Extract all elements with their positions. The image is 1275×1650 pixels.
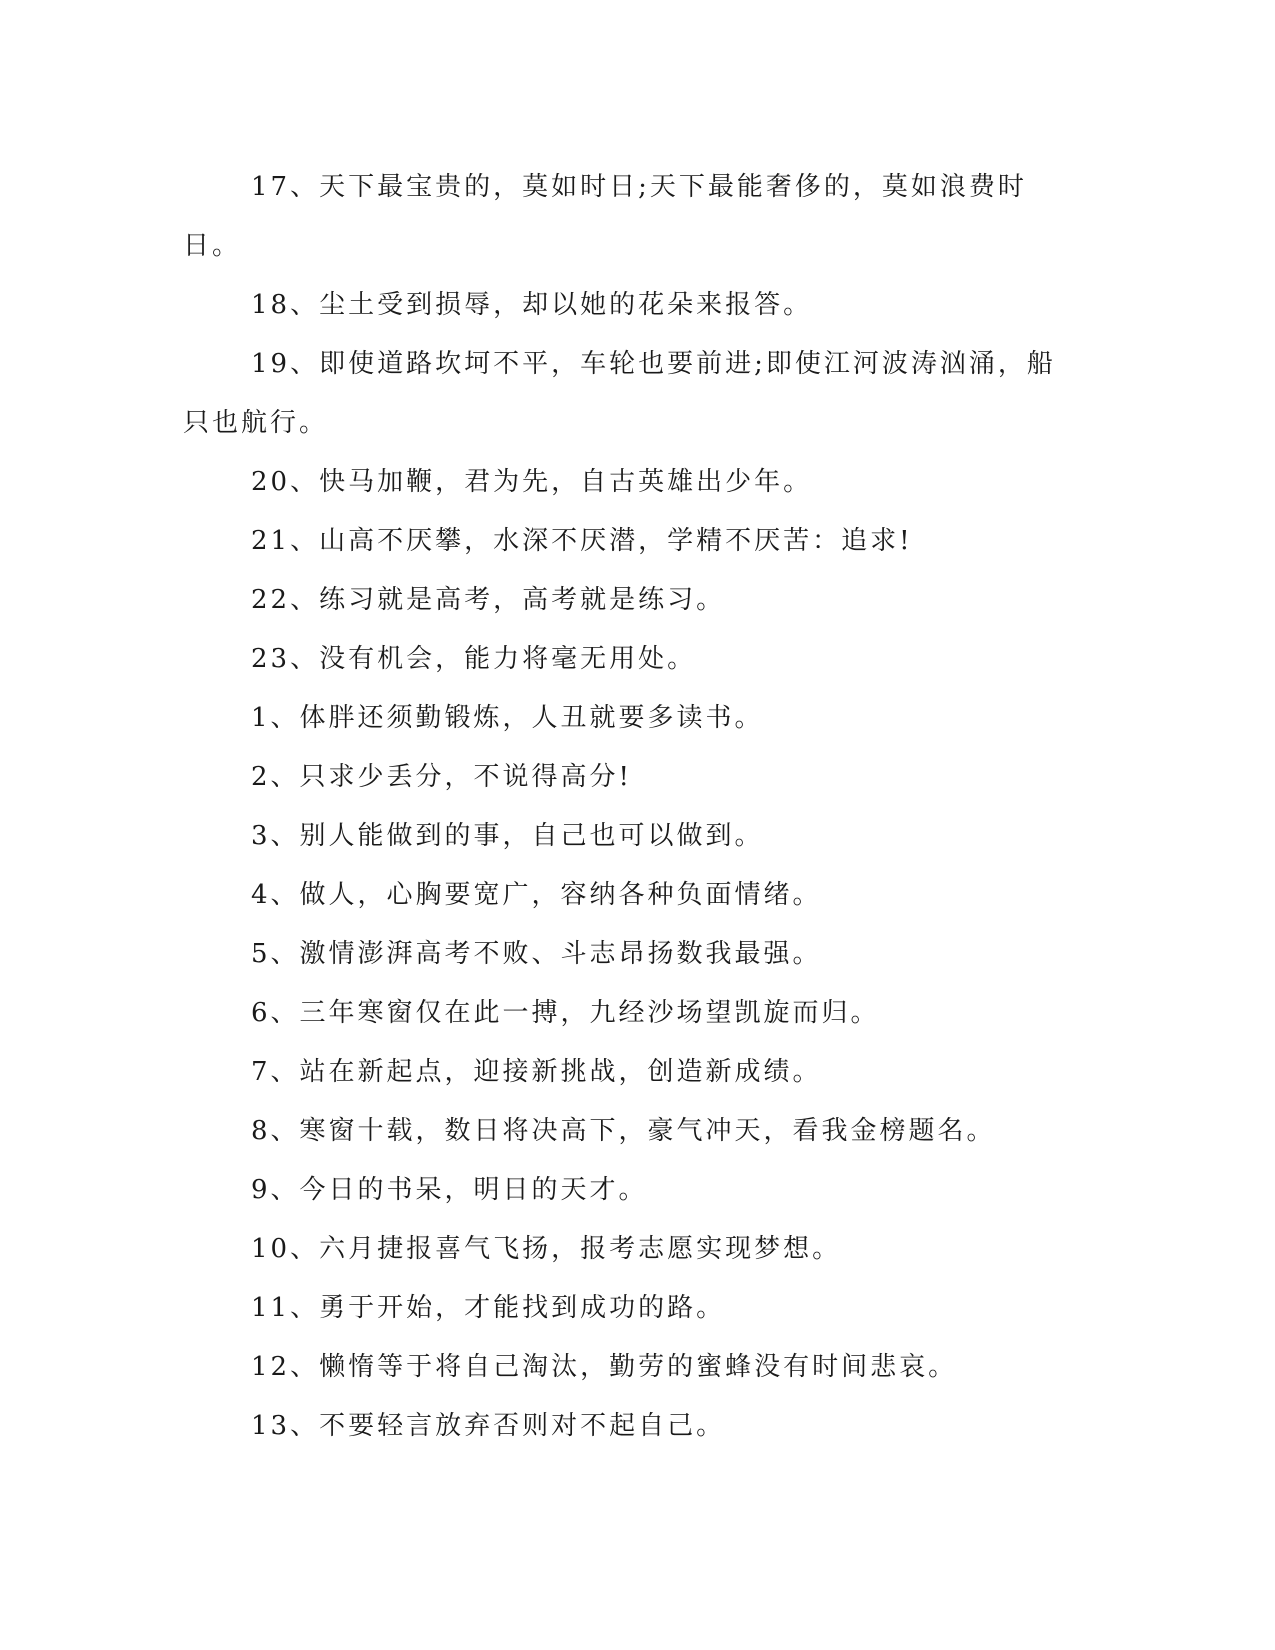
paragraph-10: 10、六月捷报喜气飞扬，报考志愿实现梦想。 bbox=[251, 1234, 842, 1264]
paragraph-3: 3、别人能做到的事，自己也可以做到。 bbox=[251, 821, 764, 851]
paragraph-8: 8、寒窗十载，数日将决高下，豪气冲天，看我金榜题名。 bbox=[251, 1116, 996, 1146]
paragraph-6: 6、三年寒窗仅在此一搏，九经沙场望凯旋而归。 bbox=[251, 998, 880, 1028]
paragraph-23: 23、没有机会，能力将毫无用处。 bbox=[251, 644, 697, 674]
paragraph-7: 7、站在新起点，迎接新挑战，创造新成绩。 bbox=[251, 1057, 822, 1087]
paragraph-17: 17、天下最宝贵的，莫如时日;天下最能奢侈的，莫如浪费时日。 bbox=[183, 172, 1027, 261]
paragraph-5: 5、激情澎湃高考不败、斗志昂扬数我最强。 bbox=[251, 939, 822, 969]
paragraph-21: 21、山高不厌攀，水深不厌潜，学精不厌苦：追求! bbox=[251, 526, 913, 556]
paragraph-2: 2、只求少丢分，不说得高分! bbox=[251, 762, 632, 792]
document-body bbox=[183, 158, 1083, 1456]
paragraph-1: 1、体胖还须勤锻炼，人丑就要多读书。 bbox=[251, 703, 764, 733]
paragraph-22: 22、练习就是高考，高考就是练习。 bbox=[251, 585, 726, 615]
paragraph-13: 13、不要轻言放弃否则对不起自己。 bbox=[251, 1411, 726, 1441]
paragraph-20: 20、快马加鞭，君为先，自古英雄出少年。 bbox=[251, 467, 813, 497]
paragraph-11: 11、勇于开始，才能找到成功的路。 bbox=[251, 1293, 726, 1323]
paragraph-9: 9、今日的书呆，明日的天才。 bbox=[251, 1175, 648, 1205]
paragraph-12: 12、懒惰等于将自己淘汰，勤劳的蜜蜂没有时间悲哀。 bbox=[251, 1352, 958, 1382]
paragraph-4: 4、做人，心胸要宽广，容纳各种负面情绪。 bbox=[251, 880, 822, 910]
paragraph-19: 19、即使道路坎坷不平，车轮也要前进;即使江河波涛汹涌，船只也航行。 bbox=[183, 349, 1056, 438]
paragraph-18: 18、尘土受到损辱，却以她的花朵来报答。 bbox=[251, 290, 813, 320]
